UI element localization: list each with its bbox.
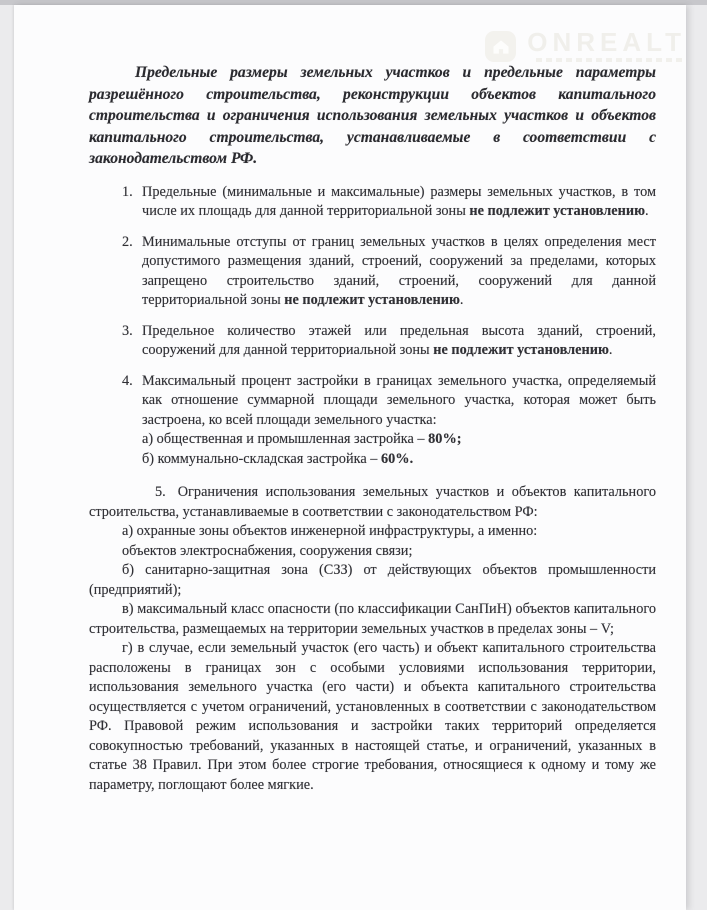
house-icon (485, 31, 516, 62)
item-bold-text: не подлежит установлению (469, 203, 646, 219)
item-text: Минимальные отступы от границ земельных участков в целях определения мест допустимого размещения зданий, строений, сооружений за пределами, которых запрещено строительство зданий, строений, сооружений для данной территориальной зоны (142, 233, 656, 308)
section5-para-b: б) санитарно-защитная зона (СЗЗ) от действующих объектов промышленности (предприятий); (89, 562, 656, 598)
paragraph-text: Ограничения использования земельных участков и объектов капитального строительства, устанавливаемые в соответствии с законодательством РФ: (89, 484, 656, 520)
item-number: 1. (122, 183, 133, 200)
item-tail: . (608, 342, 613, 358)
document-page (14, 5, 686, 910)
section5-para-g: г) в случае, если земельный участок (его часть) и объект капитального строительства расположены в границах зон с особыми условиями использования территории, использования земельного участка (его части) и объекта капитального строительства осуществляется с учетом ограничений, установленных в соответствии с законодательством РФ. Правовой режим использования и застройки таких территорий определяется совокупностью требований, указанных в настоящей статье, и ограничений, указанных в статье 38 Правил. При этом более строгие требования, относящиеся к одному и тому же параметру, поглощают более мягкие. (89, 640, 656, 793)
item-number: 4. (122, 372, 133, 389)
list-item-4 (89, 372, 656, 470)
item-text: Предельное количество этажей или предельная высота зданий, строений, сооружений для данной территориальной зоны (142, 322, 656, 358)
document-title: Предельные размеры земельных участков и предельные параметры разрешённого строительства, реконструкции объектов капитального строительства и ограничения использования земельных участков и объектов капитального строительства, устанавливаемые в соответствии с законодательством РФ. (89, 64, 656, 167)
item-number: 2. (122, 233, 133, 250)
section5-para-v: в) максимальный класс опасности (по классификации СанПиН) объектов капитального строительства, размещаемых на территории земельных участков в пределах зоны – V; (89, 601, 656, 637)
subitem-text: а) общественная и промышленная застройка – (142, 431, 429, 447)
onrealt-watermark (485, 29, 686, 62)
subitem-text: б) коммунально-складская застройка – (142, 450, 381, 467)
document-content (14, 5, 686, 795)
item-text: Максимальный процент застройки в границах земельного участка, определяемый как отношение суммарной площади земельного участка, которая может быть застроена, ко всей площади земельного участка: (142, 372, 656, 428)
subitem-value: 60%. (380, 450, 414, 467)
list-item-1 (89, 183, 656, 222)
list-item-2 (89, 233, 656, 311)
item-text: Предельные (минимальные и максимальные) размеры земельных участков, в том числе их площадь для данной территориальной зоны (142, 183, 656, 219)
item-bold-text: не подлежит установлению (284, 292, 460, 308)
list-item-3 (89, 322, 656, 361)
item-tail: . (459, 292, 464, 308)
item-number: 5. (155, 484, 166, 500)
item-number: 3. (122, 322, 133, 339)
list-item-4b (142, 450, 656, 470)
item-bold-text: не подлежит установлению (433, 342, 609, 358)
logo-tagline (536, 58, 686, 62)
item-tail: . (645, 203, 649, 219)
section5-para-a2: объектов электроснабжения, сооружения связи; (122, 542, 413, 559)
list-item-4a (142, 430, 656, 450)
numbered-list (89, 183, 656, 470)
section5-para-a: а) охранные зоны объектов инженерной инфраструктуры, а именно: (122, 523, 538, 539)
section-5 (89, 483, 656, 795)
logo-wordmark: ONREALT (527, 27, 686, 57)
subitem-value: 80%; (428, 431, 462, 447)
section5-intro (89, 483, 656, 522)
